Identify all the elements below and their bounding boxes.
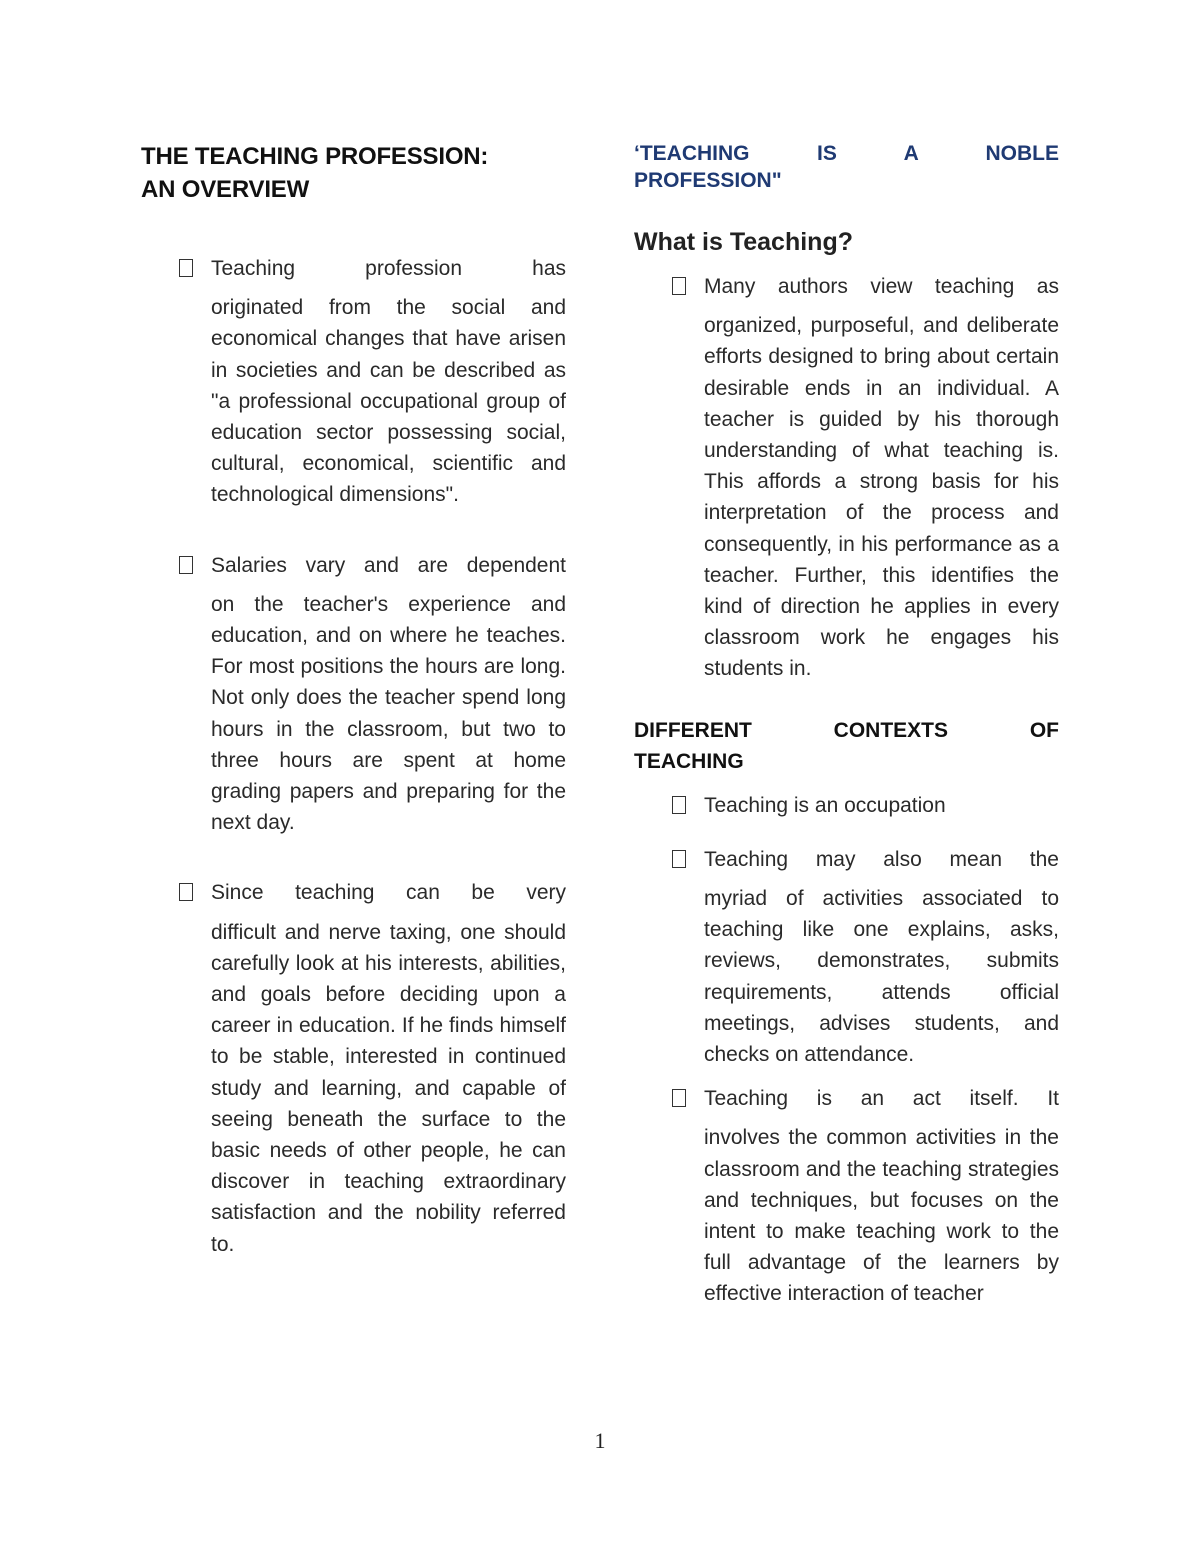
list-item — [634, 844, 1059, 1070]
list-item-first-line: Many authors view teaching as — [704, 275, 1059, 298]
list-item-text — [704, 790, 1059, 821]
contexts-heading-line1: DIFFERENT CONTEXTS OF — [634, 718, 1059, 742]
list-item-body: on the teacher's experience and education, and on where he teaches. For most positions the hours are long. Not only does the teacher spend long hours in the classroom, but two to three hours are spent at home grading papers and preparing for the next day. — [211, 592, 566, 835]
list-item-text — [211, 550, 566, 839]
bullet-icon — [672, 1089, 686, 1107]
main-title-line2: AN OVERVIEW — [141, 176, 310, 203]
right-column — [634, 140, 1059, 1310]
list-item-body: originated from the social and economical changes that have arisen in societies and can be described as "a professional occupational group of education sector possessing social, cultural, economical, scientific and technological dimensions". — [211, 296, 566, 507]
list-item — [634, 1083, 1059, 1309]
list-item-text — [704, 271, 1059, 685]
contexts-heading-line2: TEACHING — [634, 749, 744, 773]
bullet-icon — [672, 277, 686, 295]
list-item-text — [704, 1083, 1059, 1309]
list-item — [634, 790, 1059, 821]
main-title-line1: THE TEACHING PROFESSION: — [141, 143, 489, 170]
quote-title-line2: PROFESSION" — [634, 169, 782, 192]
list-item — [141, 253, 566, 511]
list-item-body: involves the common activities in the classroom and the teaching strategies and techniques, but focuses on the intent to make teaching work to the full advantage of the learners by effective interaction of teacher — [704, 1126, 1059, 1306]
list-item-text — [211, 877, 566, 1259]
section-heading-contexts — [634, 715, 1059, 777]
list-item — [141, 877, 566, 1259]
bullet-icon — [179, 883, 193, 901]
bullet-icon — [672, 796, 686, 814]
bullet-icon — [179, 556, 193, 574]
quote-title — [634, 140, 1059, 194]
section-heading-what-is-teaching: What is Teaching? — [634, 228, 853, 256]
list-item-first-line: Teaching may also mean the — [704, 847, 1059, 871]
list-item-first-line: Salaries vary and are dependent — [211, 553, 566, 577]
bullet-icon — [672, 850, 686, 868]
page-number: 1 — [594, 1428, 606, 1453]
bullet-icon — [179, 259, 193, 277]
list-item-text — [211, 253, 566, 511]
main-title — [141, 140, 566, 206]
list-item-first-line: Since teaching can be very — [211, 881, 566, 905]
list-item-body: myriad of activities associated to teaching like one explains, asks, reviews, demonstrates, submits requirements, attends official meetings, advises students, and checks on attendance. — [704, 887, 1059, 1067]
list-item — [634, 271, 1059, 685]
list-item-first-line: Teaching profession has — [211, 257, 566, 280]
list-item — [141, 550, 566, 839]
list-item-body: organized, purposeful, and deliberate efforts designed to bring about certain desirable ends in an individual. A teacher is guided by his thorough understanding of what teaching is. This affords a strong basis for his interpretation of the process and consequently, in his performance as a teacher. Further, this identifies the kind of direction he applies in every classroom work he engages his students in. — [704, 314, 1059, 681]
left-column — [141, 140, 566, 1260]
list-item-first-line: Teaching is an act itself. It — [704, 1087, 1059, 1111]
list-item-text — [704, 844, 1059, 1070]
list-item-first-line: Teaching is an occupation — [704, 793, 946, 817]
list-item-body: difficult and nerve taxing, one should carefully look at his interests, abilities, and goals before deciding upon a career in education. If he finds himself to be stable, interested in continued study and learning, and capable of seeing beneath the surface to the basic needs of other people, he can discover in teaching extraordinary satisfaction and the nobility referred to. — [211, 920, 566, 1256]
quote-title-line1: ‘TEACHING IS A NOBLE — [634, 142, 1059, 165]
